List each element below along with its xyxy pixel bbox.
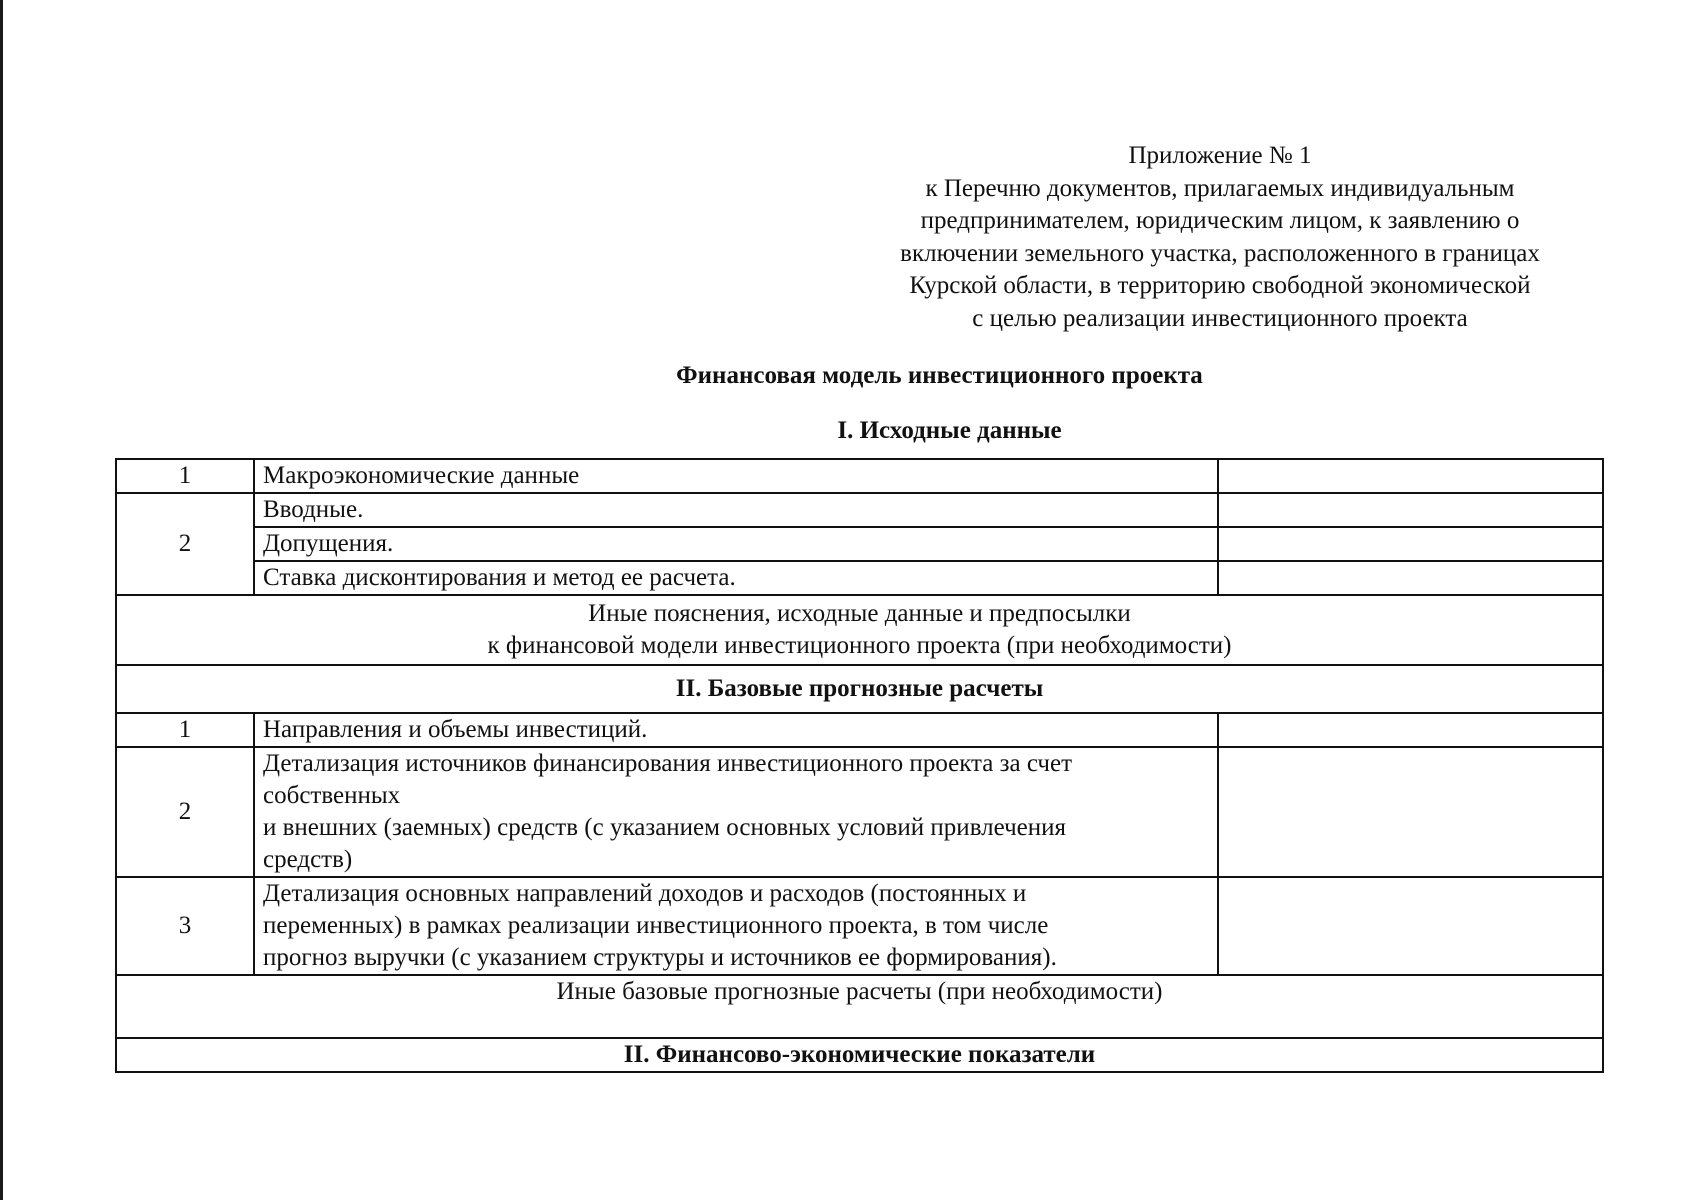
table-row bbox=[116, 527, 1603, 561]
row-number: 3 bbox=[116, 877, 254, 975]
value-cell bbox=[1218, 747, 1603, 877]
section-2-title: II. Базовые прогнозные расчеты bbox=[116, 665, 1603, 713]
row-number: 2 bbox=[116, 747, 254, 877]
row-text: Направления и объемы инвестиций. bbox=[254, 713, 1218, 747]
text-line: собственных bbox=[263, 782, 401, 809]
appendix-line: с целью реализации инвестиционного проекта bbox=[972, 304, 1468, 332]
text-line: и внешних (заемных) средств (с указанием основных условий привлечения bbox=[263, 814, 1067, 841]
text-line: переменных) в рамках реализации инвестиционного проекта, в том числе bbox=[263, 912, 1049, 939]
appendix-line: включении земельного участка, расположенного в границах bbox=[900, 239, 1540, 267]
table-row bbox=[116, 665, 1603, 713]
row-text: Ставка дисконтирования и метод ее расчета. bbox=[254, 561, 1218, 595]
appendix-line: Курской области, в территорию свободной экономической bbox=[909, 272, 1531, 299]
financial-model-table bbox=[115, 458, 1604, 1073]
row-text: Допущения. bbox=[254, 527, 1218, 561]
appendix-line: к Перечню документов, прилагаемых индивидуальным bbox=[925, 174, 1515, 202]
table-row bbox=[116, 877, 1603, 975]
row-text: Макроэкономические данные bbox=[254, 459, 1218, 493]
text-line: Детализация основных направлений доходов и расходов (постоянных и bbox=[263, 880, 1027, 907]
value-cell bbox=[1218, 493, 1603, 527]
table-row bbox=[116, 595, 1603, 665]
appendix-header bbox=[840, 140, 1600, 335]
note-line: к финансовой модели инвестиционного проекта (при необходимости) bbox=[487, 632, 1232, 659]
section-2-note: Иные базовые прогнозные расчеты (при необходимости) bbox=[116, 975, 1603, 1038]
table-row bbox=[116, 493, 1603, 527]
value-cell bbox=[1218, 459, 1603, 493]
table-row bbox=[116, 1038, 1603, 1072]
row-text: Вводные. bbox=[254, 493, 1218, 527]
text-line: Детализация источников финансирования инвестиционного проекта за счет bbox=[263, 750, 1073, 777]
document-title: Финансовая модель инвестиционного проекта bbox=[676, 362, 1203, 389]
table-row bbox=[116, 459, 1603, 493]
table-row bbox=[116, 561, 1603, 595]
row-text bbox=[254, 877, 1218, 975]
appendix-line: предпринимателем, юридическим лицом, к заявлению о bbox=[920, 207, 1520, 234]
text-line: средств) bbox=[263, 846, 353, 873]
value-cell bbox=[1218, 527, 1603, 561]
row-text bbox=[254, 747, 1218, 877]
section-1-title: I. Исходные данные bbox=[837, 417, 1062, 444]
row-number: 2 bbox=[116, 493, 254, 595]
table-row bbox=[116, 713, 1603, 747]
row-number: 1 bbox=[116, 713, 254, 747]
table-row bbox=[116, 975, 1603, 1038]
section-1-note bbox=[116, 595, 1603, 665]
row-number: 1 bbox=[116, 459, 254, 493]
table-row bbox=[116, 747, 1603, 877]
note-line: Иные пояснения, исходные данные и предпосылки bbox=[588, 600, 1131, 627]
value-cell bbox=[1218, 713, 1603, 747]
value-cell bbox=[1218, 561, 1603, 595]
section-3-title: II. Финансово-экономические показатели bbox=[116, 1038, 1603, 1072]
scan-border bbox=[0, 0, 3, 1200]
text-line: прогноз выручки (с указанием структуры и источников ее формирования). bbox=[263, 944, 1057, 971]
appendix-line: Приложение № 1 bbox=[1128, 142, 1312, 169]
value-cell bbox=[1218, 877, 1603, 975]
